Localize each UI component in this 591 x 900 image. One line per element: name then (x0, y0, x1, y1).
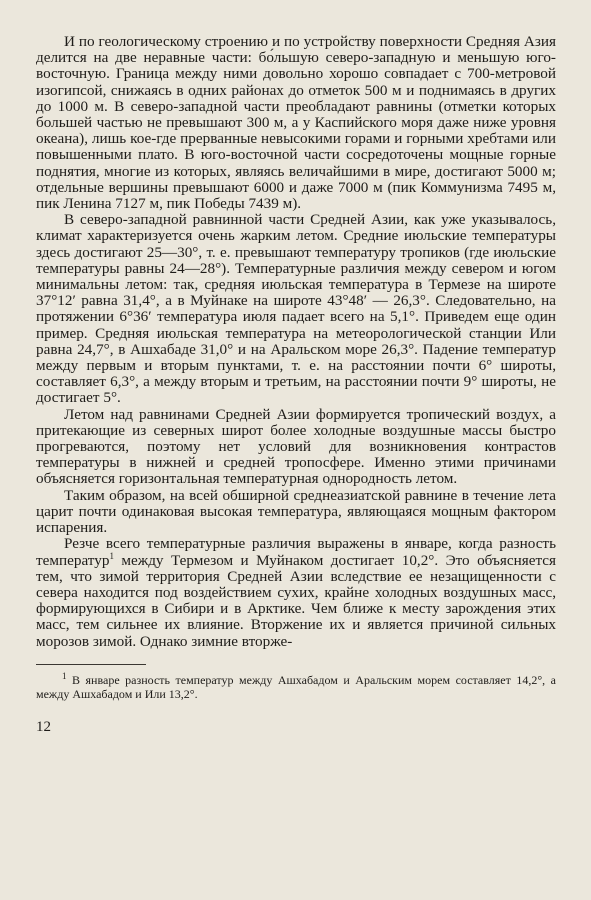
paragraph-5-start: Резче всего температурные различия выражены в январе, когда разность температур (36, 535, 556, 569)
paragraph-4: Таким образом, на всей обширной среднеазиатской равнине в течение лета царит почти одинаковая высокая температура, являющаяся мощным фактором испарения. (36, 486, 556, 537)
footnote-mark: 1 (62, 670, 67, 681)
footnote-text: В январе разность температур между Ашхабадом и Аральским морем составляет 14,2°, а между Ашхабадом и Или 13,2°. (36, 672, 556, 701)
book-page (36, 34, 556, 736)
footnote-reference: 1 (109, 550, 114, 561)
footnote-divider (36, 664, 146, 665)
paragraph-1: И по геологическому строению и по устройству поверхности Средняя Азия делится на две неравные части: бо́льшую северо-западную и меньшую юго-восточную. Граница между ними довольно хорошо совпадает с 700-метровой изогипсой, снижаясь в одних районах до отметок 500 м и поднимаясь в других до 1000 м. В северо-западной части преобладают равнины (отметки которых большей частью не превышают 300 м, а у Каспийского моря даже ниже уровня океана), лишь кое-где прерванные невысокими горами и горными хребтами или повышенными плато. В юго-восточной части сосредоточены мощные горные поднятия, многие из которых, являясь величайшими в мире, достигают 5000 м; отдельные вершины превышают 6000 и даже 7000 м (пик Коммунизма 7495 м, пик Ленина 7127 м, пик Победы 7439 м). (36, 33, 556, 213)
paragraph-5 (36, 536, 556, 649)
paragraph-2: В северо-западной равнинной части Средней Азии, как уже указывалось, климат характеризуется очень жарким летом. Средние июльские температуры здесь достигают 25—30°, т. е. превышают температуру тропиков (где июльские температуры равны 24—28°). Температурные различия между севером и югом минимальны летом: так, средняя июльская температура в Термезе на широте 37°12′ равна 31,4°, а в Муйнаке на широте 43°48′ — 26,3°. Следовательно, на протяжении 6°36′ температура июля падает всего на 5,1°. Приведем еще один пример. Средняя июльская температура на метеорологической станции Или равна 24,7°, в Ашхабаде 31,0° и на Аральском море 26,3°. Падение температур между первым и вторым пунктами, т. е. на расстоянии почти 6° широты, составляет 6,3°, а между вторым и третьим, на расстоянии почти 9° широты, не достигает 5°. (36, 211, 556, 407)
paragraph-3: Летом над равнинами Средней Азии формируется тропический воздух, а притекающие из северных широт более холодные воздушные массы быстро прогреваются, поэтому нет условий для возникновения контрастов температуры в нижней и средней тропосфере. Именно этими причинами объясняется горизонтальная температурная однородность летом. (36, 405, 556, 488)
page-number: 12 (36, 718, 51, 735)
footnote (36, 670, 556, 701)
paragraph-5-rest: между Термезом и Муйнаком достигает 10,2°. Это объясняется тем, что зимой территория Средней Азии вследствие ее незащищенности с севера находится под воздействием сухих, крайне холодных воздушных масс, формирующихся в Сибири и в Арктике. Чем ближе к месту зарождения этих масс, тем сильнее их влияние. Вторжение их и является причиной сильных морозов зимой. Однако зимние вторже- (36, 551, 556, 650)
